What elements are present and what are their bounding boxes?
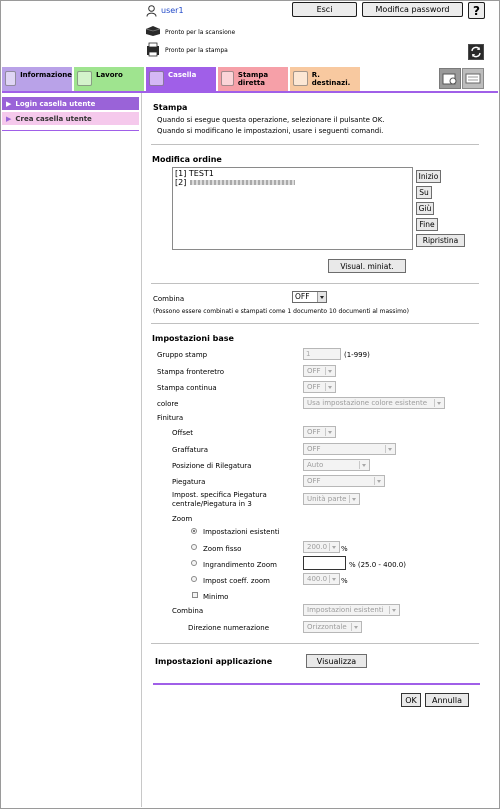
numbering-label: Direzione numerazione — [188, 624, 270, 632]
zoom-coeff-label: Impost coeff. zoom — [203, 577, 270, 585]
duplex-label: Stampa fronteretro — [157, 368, 224, 376]
move-up-button[interactable]: Su — [416, 186, 432, 199]
user-icon — [146, 5, 157, 17]
divider-2 — [151, 283, 479, 284]
chevron-down-icon — [349, 495, 358, 503]
basic-settings-title: Impostazioni base — [152, 334, 234, 343]
sidebar-border — [141, 93, 142, 807]
chevron-down-icon — [351, 623, 360, 631]
zoom-existing-label: Impostazioni esistenti — [203, 528, 280, 536]
chevron-down-icon — [385, 445, 394, 453]
chevron-down-icon — [389, 606, 398, 614]
zoom-enlarge-input[interactable] — [303, 556, 346, 570]
arrow-right-icon: ▶ — [6, 114, 12, 123]
staple-label: Graffatura — [172, 446, 209, 454]
percent-sign: % — [341, 545, 348, 553]
print-status: Pronto per la stampa — [165, 47, 228, 54]
percent-sign: % — [341, 577, 348, 585]
help-button[interactable]: ? — [468, 2, 485, 19]
continuous-label: Stampa continua — [157, 384, 217, 392]
chevron-down-icon — [329, 543, 338, 551]
combine-mode-label: Combina — [172, 607, 204, 615]
cancel-button[interactable]: Annulla — [425, 693, 469, 707]
zoom-existing-radio[interactable] — [191, 528, 197, 534]
staple-select[interactable]: OFF — [303, 443, 396, 455]
sidebar-item-login[interactable]: ▶ Login casella utente — [2, 97, 139, 110]
minimum-checkbox[interactable] — [192, 592, 198, 598]
zoom-coeff-select[interactable]: 400.0 — [303, 573, 340, 585]
change-password-button[interactable]: Modifica password — [362, 2, 463, 17]
numbering-select[interactable]: Orizzontale — [303, 621, 362, 633]
binding-select[interactable]: Auto — [303, 459, 370, 471]
centerfold-select[interactable]: Unità parte — [303, 493, 360, 505]
combine-mode-select[interactable]: Impostazioni esistenti — [303, 604, 400, 616]
zoom-fixed-select[interactable]: 200.0 — [303, 541, 340, 553]
display-icon[interactable] — [462, 68, 484, 89]
minimum-label: Minimo — [203, 593, 229, 601]
zoom-label: Zoom — [172, 515, 193, 523]
combine-select[interactable]: OFF — [292, 291, 327, 303]
offset-select[interactable]: OFF — [303, 426, 336, 438]
zoom-fixed-label: Zoom fisso — [203, 545, 242, 553]
info-text-2: Quando si modificano le impostazioni, usare i seguenti comandi. — [157, 127, 384, 135]
tab-bar-underline — [2, 91, 498, 93]
tab-casella[interactable]: Casella — [146, 67, 216, 93]
scanner-icon — [145, 25, 161, 37]
continuous-select[interactable]: OFF — [303, 381, 336, 393]
app-settings-label: Impostazioni applicazione — [155, 657, 273, 666]
zoom-enlarge-range: % (25.0 - 400.0) — [349, 561, 406, 569]
sidebar-item-create[interactable]: ▶ Crea casella utente — [2, 112, 139, 125]
device-icon[interactable] — [439, 68, 461, 89]
redacted-name — [190, 180, 295, 185]
tab-r-destinazi[interactable]: R. destinazi. — [290, 67, 360, 91]
binding-label: Posizione di Rilegatura — [172, 462, 252, 470]
zoom-enlarge-label: Ingrandimento Zoom — [203, 561, 277, 569]
combine-label: Combina — [153, 295, 185, 303]
thumbnail-view-button[interactable]: Visual. miniat. — [328, 259, 406, 273]
info-text-1: Quando si esegue questa operazione, selezionare il pulsante OK. — [157, 116, 385, 124]
tab-informazione[interactable]: Informazione — [2, 67, 72, 91]
offset-label: Offset — [172, 429, 194, 437]
chevron-down-icon — [374, 477, 383, 485]
refresh-icon[interactable] — [468, 44, 484, 60]
tab-stampa-diretta[interactable]: Stampa diretta — [218, 67, 288, 91]
sidebar-divider — [2, 130, 139, 131]
user-name: user1 — [161, 6, 184, 15]
document-list[interactable] — [172, 167, 413, 250]
box-icon — [149, 71, 164, 86]
copies-label: Gruppo stamp — [157, 351, 208, 359]
divider-3 — [151, 323, 479, 324]
chevron-down-icon — [434, 399, 443, 407]
printer-icon — [145, 42, 161, 57]
ok-button[interactable]: OK — [401, 693, 421, 707]
tab-lavoro[interactable]: Lavoro — [74, 67, 144, 91]
show-app-settings-button[interactable]: Visualizza — [306, 654, 367, 668]
direct-print-icon — [221, 71, 234, 86]
page-title: Stampa — [153, 103, 188, 112]
color-label: colore — [157, 400, 179, 408]
logout-button[interactable]: Esci — [292, 2, 357, 17]
chevron-down-icon — [325, 383, 334, 391]
document-item[interactable]: [2] — [175, 178, 410, 187]
reset-button[interactable]: Ripristina — [416, 234, 465, 247]
color-select[interactable]: Usa impostazione colore esistente — [303, 397, 445, 409]
address-icon — [293, 71, 308, 86]
divider-4 — [151, 643, 479, 644]
duplex-select[interactable]: OFF — [303, 365, 336, 377]
job-icon — [77, 71, 92, 86]
finishing-label: Finitura — [157, 414, 184, 422]
info-icon — [5, 71, 16, 86]
copies-range: (1-999) — [344, 351, 370, 359]
zoom-enlarge-radio[interactable] — [191, 560, 197, 566]
zoom-coeff-radio[interactable] — [191, 576, 197, 582]
chevron-down-icon — [329, 575, 338, 583]
chevron-down-icon — [325, 367, 334, 375]
zoom-fixed-radio[interactable] — [191, 544, 197, 550]
order-section-title: Modifica ordine — [152, 155, 222, 164]
fold-label: Piegatura — [172, 478, 206, 486]
bottom-divider — [153, 683, 480, 685]
chevron-down-icon — [359, 461, 368, 469]
arrow-right-icon: ▶ — [6, 99, 12, 108]
centerfold-label-line2: centrale/Piegatura in 3 — [172, 500, 252, 508]
copies-input[interactable]: 1 — [303, 348, 341, 360]
move-down-button[interactable]: Giù — [416, 202, 434, 215]
fold-select[interactable]: OFF — [303, 475, 385, 487]
divider-1 — [151, 144, 479, 145]
move-bottom-button[interactable]: Fine — [416, 218, 438, 231]
scan-status: Pronto per la scansione — [165, 29, 236, 36]
centerfold-label-line1: Impost. specifica Piegatura — [172, 491, 267, 499]
move-top-button[interactable]: Inizio — [416, 170, 441, 183]
chevron-down-icon — [325, 428, 334, 436]
combine-note: (Possono essere combinati e stampati come 1 documento 10 documenti al massimo) — [153, 308, 409, 315]
document-item[interactable]: [1] TEST1 — [175, 169, 214, 178]
